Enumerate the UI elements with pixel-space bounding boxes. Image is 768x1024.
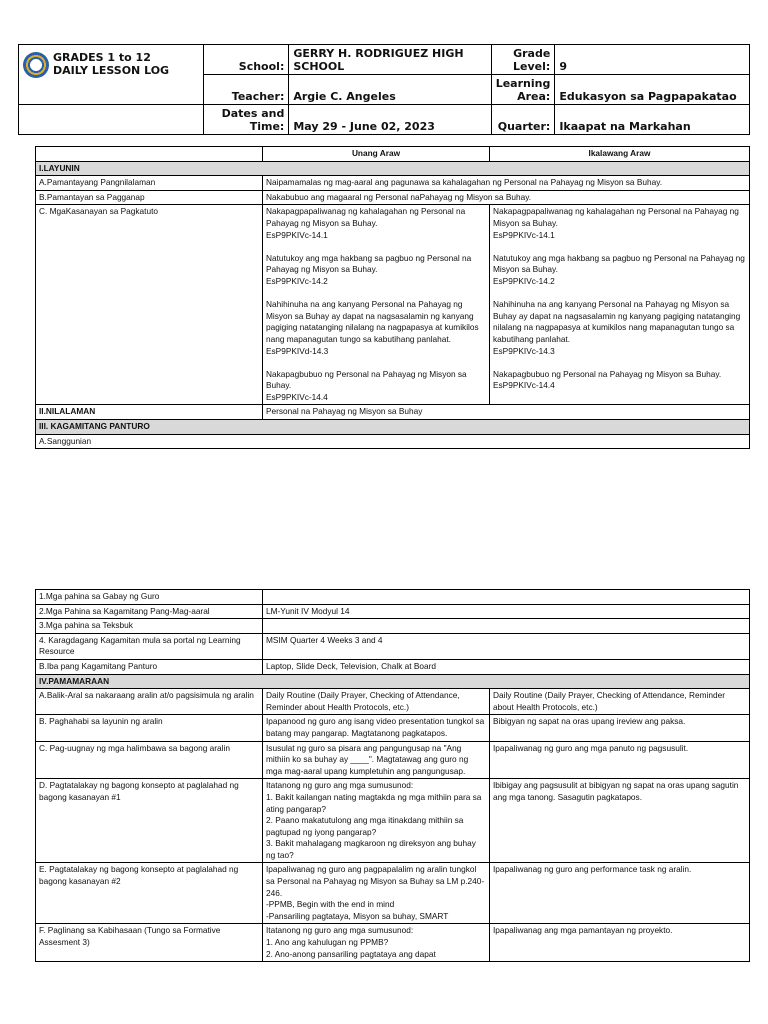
- competency-item: [493, 206, 746, 241]
- procedure-label: C. Pag-uugnay ng mga halimbawa sa bagong aralin: [36, 741, 263, 779]
- procedure-line: Itatanong ng guro ang mga sumusunod:: [266, 780, 414, 791]
- procedure-line: 3. Bakit mahalagang magkaroon ng direksyon ang buhay ng tao?: [266, 838, 476, 860]
- gabay-label: 1.Mga pahina sa Gabay ng Guro: [36, 590, 263, 605]
- competency-code: EsP9PKIVc-14.1: [493, 229, 555, 240]
- title-line2: DAILY LESSON LOG: [53, 64, 170, 77]
- dates-value: May 29 - June 02, 2023: [289, 105, 491, 135]
- teksbuk-label: 3.Mga pahina sa Teksbuk: [36, 619, 263, 634]
- procedure-line: Daily Routine (Daily Prayer, Checking of Attendance, Reminder about Health Protocols, etc.): [493, 690, 725, 712]
- school-label: School:: [203, 45, 289, 75]
- procedure-line: 2. Paano makatutulong ang mga itinakdang mithiin sa pagtupad ng iyong pangarap?: [266, 815, 464, 837]
- competency-text: Natutukoy ang mga hakbang sa pagbuo ng Personal na Pahayag ng Misyon sa Buhay.: [266, 252, 472, 275]
- competency-text: Nahihinuha na ang kanyang Personal na Pahayag ng Misyon sa Buhay ay dapat na nagsasalamin ng kanyang pagiging natatanging nilalang na nagpapasya at kumikilos nang mapanagutan tungo sa kabutihang panlahat.: [266, 299, 479, 344]
- header-title-cell: [19, 45, 204, 105]
- procedure-line: Ipapaliwanag ng guro ang pagpapalalim ng aralin tungkol sa Personal na Pahayag ng Misyon sa Buhay sa LM p.240-246.: [266, 864, 485, 898]
- procedure-line: Isusulat ng guro sa pisara ang pangungusap na "Ang mithiin ko sa buhay ay ____". Magtatawag ang guro ng mga mag-aaral upang kumpletuhin ang pangungusap.: [266, 742, 469, 776]
- pamantayang-label: A.Pamantayang Pangnilalaman: [36, 176, 263, 191]
- procedure-line: Ibibigay ang pagsusulit at bibigyan ng sapat na oras upang sagutin ang mga tanong. Sasagutin pagkatapos.: [493, 780, 739, 802]
- procedure-label: E. Pagtatalakay ng bagong konsepto at paglalahad ng bagong kasanayan #2: [36, 863, 263, 924]
- karagdagang-value: MSIM Quarter 4 Weeks 3 and 4: [263, 633, 750, 659]
- learning-area-value: Edukasyon sa Pagpapakatao: [555, 75, 750, 105]
- competency-item: [493, 369, 746, 392]
- title-line1: GRADES 1 to 12: [53, 51, 151, 64]
- procedure-day1: [263, 779, 490, 863]
- procedure-line: Ipapaliwanag ang mga pamantayan ng proyekto.: [493, 925, 673, 936]
- quarter-label: Quarter:: [491, 105, 555, 135]
- procedure-day1: [263, 924, 490, 962]
- header-table: [18, 44, 750, 135]
- kagamitan-value: LM-Yunit IV Modyul 14: [263, 604, 750, 619]
- competency-text: Nakapagpapaliwanag ng kahalagahan ng Personal na Pahayag ng Misyon sa Buhay.: [266, 206, 466, 228]
- procedure-day2: [490, 715, 750, 741]
- school-value: GERRY H. RODRIGUEZ HIGH SCHOOL: [289, 45, 491, 75]
- lesson-table-part1: [35, 146, 750, 449]
- procedure-label: F. Paglinang sa Kabihasaan (Tungo sa Formative Assesment 3): [36, 924, 263, 962]
- procedure-day2: [490, 863, 750, 924]
- header-blank: [19, 105, 204, 135]
- kasanayan-day1: [263, 205, 490, 405]
- kasanayan-label: C. MgaKasanayan sa Pagkatuto: [36, 205, 263, 405]
- competency-code: EsP9PKIVd-14.3: [266, 345, 329, 356]
- column-header-day2: Ikalawang Araw: [490, 147, 750, 162]
- competency-item: [266, 299, 486, 357]
- kagamitan-label: 2.Mga Pahina sa Kagamitang Pang-Mag-aaral: [36, 604, 263, 619]
- teacher-label: Teacher:: [203, 75, 289, 105]
- iba-label: B.Iba pang Kagamitang Panturo: [36, 659, 263, 674]
- competency-item: [266, 206, 486, 241]
- procedure-day2: [490, 779, 750, 863]
- competency-item: [493, 299, 746, 357]
- procedure-label: B. Paghahabi sa layunin ng aralin: [36, 715, 263, 741]
- kasanayan-day2: [490, 205, 750, 405]
- competency-item: [266, 369, 486, 404]
- procedure-label: A.Balik-Aral sa nakaraang aralin at/o pagsisimula ng aralin: [36, 689, 263, 715]
- procedure-line: 1. Bakit kailangan nating magtakda ng mga mithiin para sa ating pangarap?: [266, 791, 482, 814]
- column-header-blank: [36, 147, 263, 162]
- section-kagamitan: III. KAGAMITANG PANTURO: [36, 420, 750, 435]
- learning-area-label: Learning Area:: [491, 75, 555, 105]
- procedure-line: 2. Ano-anong pansariling pagtataya ang dapat: [266, 948, 436, 959]
- dates-label: Dates and Time:: [203, 105, 289, 135]
- procedure-line: Daily Routine (Daily Prayer, Checking of Attendance, Reminder about Health Protocols, etc.): [266, 690, 460, 712]
- procedure-line: -PPMB, Begin with the end in mind: [266, 899, 395, 910]
- procedure-day1: [263, 863, 490, 924]
- procedure-day2: [490, 689, 750, 715]
- competency-text: Nakapagpapaliwanag ng kahalagahan ng Personal na Pahayag ng Misyon sa Buhay.: [493, 206, 739, 228]
- lesson-table-part2: [35, 589, 750, 962]
- procedure-line: Ipapaliwanag ng guro ang mga panuto ng pagsusulit.: [493, 742, 689, 753]
- competency-code: EsP9PKIVc-14.4: [493, 380, 555, 391]
- grade-label: Grade Level:: [491, 45, 555, 75]
- deped-seal-icon: [23, 52, 49, 78]
- pagganap-label: B.Pamantayan sa Pagganap: [36, 190, 263, 205]
- procedure-line: Ipapanood ng guro ang isang video presentation tungkol sa batang may pangarap. Magtatanong pagkatapos.: [266, 716, 485, 738]
- competency-code: EsP9PKIVc-14.1: [266, 229, 328, 240]
- quarter-value: Ikaapat na Markahan: [555, 105, 750, 135]
- procedure-label: D. Pagtatalakay ng bagong konsepto at paglalahad ng bagong kasanayan #1: [36, 779, 263, 863]
- competency-code: EsP9PKIVc-14.2: [493, 275, 555, 286]
- column-header-day1: Unang Araw: [263, 147, 490, 162]
- procedure-line: Bibigyan ng sapat na oras upang ireview ang paksa.: [493, 716, 686, 727]
- iba-value: Laptop, Slide Deck, Television, Chalk at Board: [263, 659, 750, 674]
- procedure-day1: [263, 715, 490, 741]
- competency-code: EsP9PKIVc-14.2: [266, 275, 328, 286]
- competency-item: [493, 253, 746, 288]
- competency-item: [266, 253, 486, 288]
- pamantayang-value: Naipamamalas ng mag-aaral ang pagunawa sa kahalagahan ng Personal na Pahayag ng Misyon sa Buhay.: [263, 176, 750, 191]
- competency-text: Nakapagbubuo ng Personal na Pahayag ng Misyon sa Buhay.: [266, 368, 467, 391]
- section-layunin: I.LAYUNIN: [36, 161, 750, 176]
- teacher-value: Argie C. Angeles: [289, 75, 491, 105]
- competency-code: EsP9PKIVc-14.3: [493, 345, 555, 356]
- procedure-day1: [263, 689, 490, 715]
- teksbuk-value: [263, 619, 750, 634]
- competency-code: EsP9PKIVc-14.4: [266, 391, 328, 402]
- competency-text: Nahihinuha na ang kanyang Personal na Pahayag ng Misyon sa Buhay ay dapat na nagsasalamin ng kanyang pagiging natatanging nilalang na nagpapasya at kumikilos nang mapanagutan tungo sa kabutihang panlahat.: [493, 299, 741, 344]
- nilalaman-value: Personal na Pahayag ng Misyon sa Buhay: [263, 405, 750, 420]
- competency-text: Natutukoy ang mga hakbang sa pagbuo ng Personal na Pahayag ng Misyon sa Buhay.: [493, 252, 745, 275]
- procedure-line: Ipapaliwanag ng guro ang performance task ng aralin.: [493, 864, 692, 875]
- section-pamamaraan: IV.PAMAMARAAN: [36, 674, 750, 689]
- gabay-value: [263, 590, 750, 605]
- procedure-day2: [490, 741, 750, 779]
- procedure-line: Itatanong ng guro ang mga sumusunod:: [266, 925, 414, 936]
- procedure-line: -Pansariling pagtataya, Misyon sa buhay, SMART: [266, 910, 449, 921]
- procedure-line: 1. Ano ang kahulugan ng PPMB?: [266, 937, 389, 948]
- nilalaman-label: II.NILALAMAN: [36, 405, 263, 420]
- procedure-day1: [263, 741, 490, 779]
- procedure-day2: [490, 924, 750, 962]
- grade-value: 9: [555, 45, 750, 75]
- pagganap-value: Nakabubuo ang magaaral ng Personal naPahayag ng Misyon sa Buhay.: [263, 190, 750, 205]
- competency-text: Nakapagbubuo ng Personal na Pahayag ng Misyon sa Buhay.: [493, 368, 722, 379]
- sanggunian-label: A.Sanggunian: [36, 434, 750, 449]
- karagdagang-label: 4. Karagdagang Kagamitan mula sa portal ng Learning Resource: [36, 633, 263, 659]
